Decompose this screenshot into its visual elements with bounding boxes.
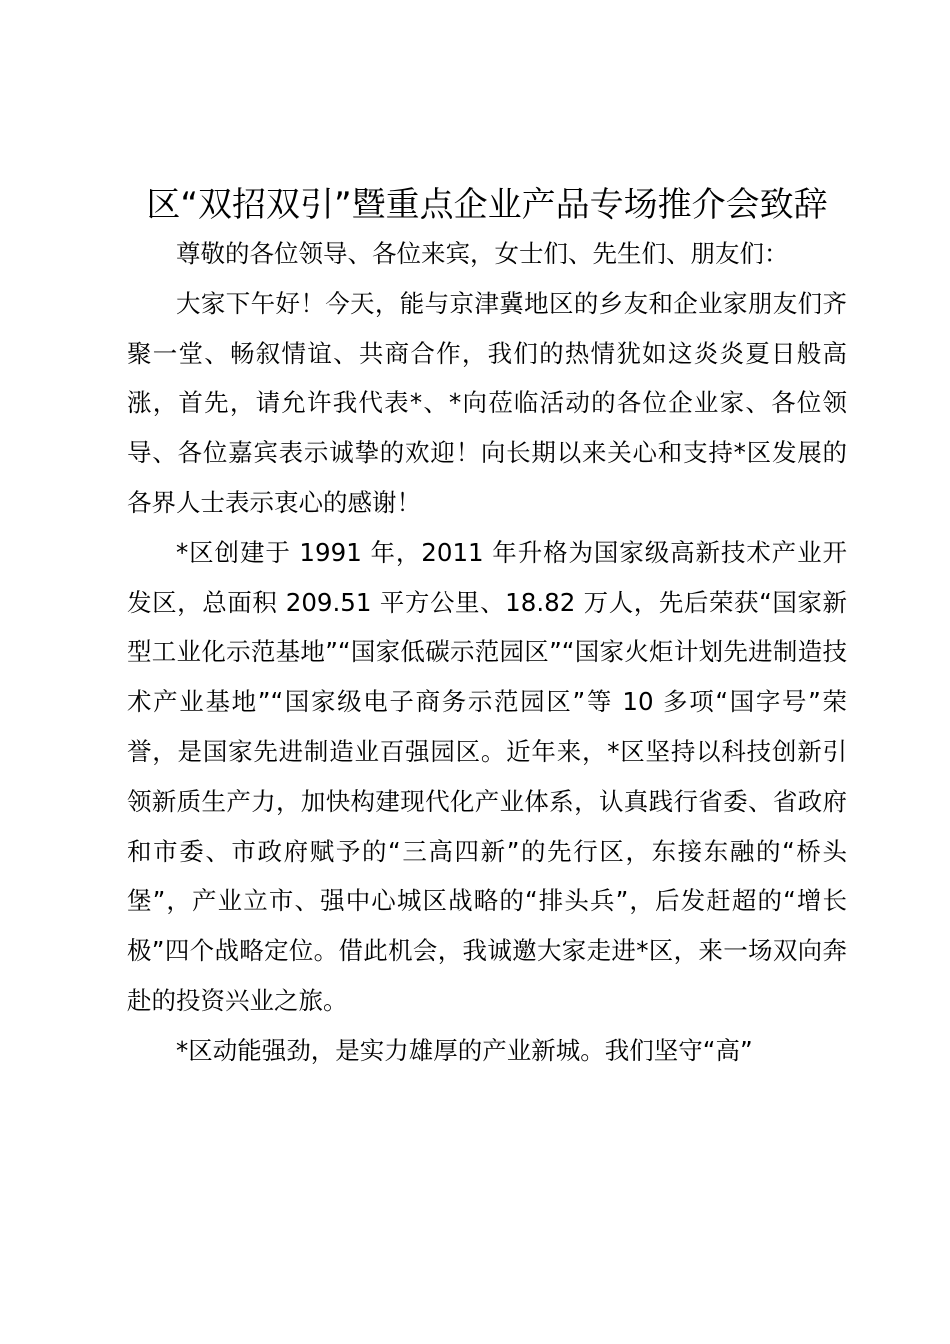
- document-title: 区“双招双引”暨重点企业产品专场推介会致辞: [146, 185, 828, 225]
- momentum-paragraph: *区动能强劲，是实力雄厚的产业新城。我们坚守“高”: [176, 1035, 753, 1065]
- introduction-paragraph: *区创建于 1991 年，2011 年升格为国家级高新技术产业开发区，总面积 209.51 平方公里、18.82 万人，先后荣获“国家新型工业化示范基地”“国家低碳示范园区”“国家火炬计划先进制造技术产业基地”“国家级电子商务示范园区”等 10 多项“国字号”荣誉，是国家先进制造业百强园区。近年来，*区坚持以科技创新引领新质生产力，加快构建现代化产业体系，认真践行省委、省政府和市委、市政府赋予的“三高四新”的先行区，东接东融的“桥头堡”，产业立市、强中心城区战略的“排头兵”，后发赶超的“增长极”四个战略定位。借此机会，我诚邀大家走进*区，来一场双向奔赴的投资兴业之旅。: [127, 537, 847, 1015]
- document-page: [127, 180, 847, 1076]
- greeting-paragraph: 大家下午好！今天，能与京津冀地区的乡友和企业家朋友们齐聚一堂、畅叙情谊、共商合作，我们的热情犹如这炎炎夏日般高涨，首先，请允许我代表*、*向莅临活动的各位企业家、各位领导、各位嘉宾表示诚挚的欢迎！向长期以来关心和支持*区发展的各界人士表示衷心的感谢！: [127, 288, 847, 517]
- salutation-paragraph: 尊敬的各位领导、各位来宾，女士们、先生们、朋友们：: [176, 239, 789, 268]
